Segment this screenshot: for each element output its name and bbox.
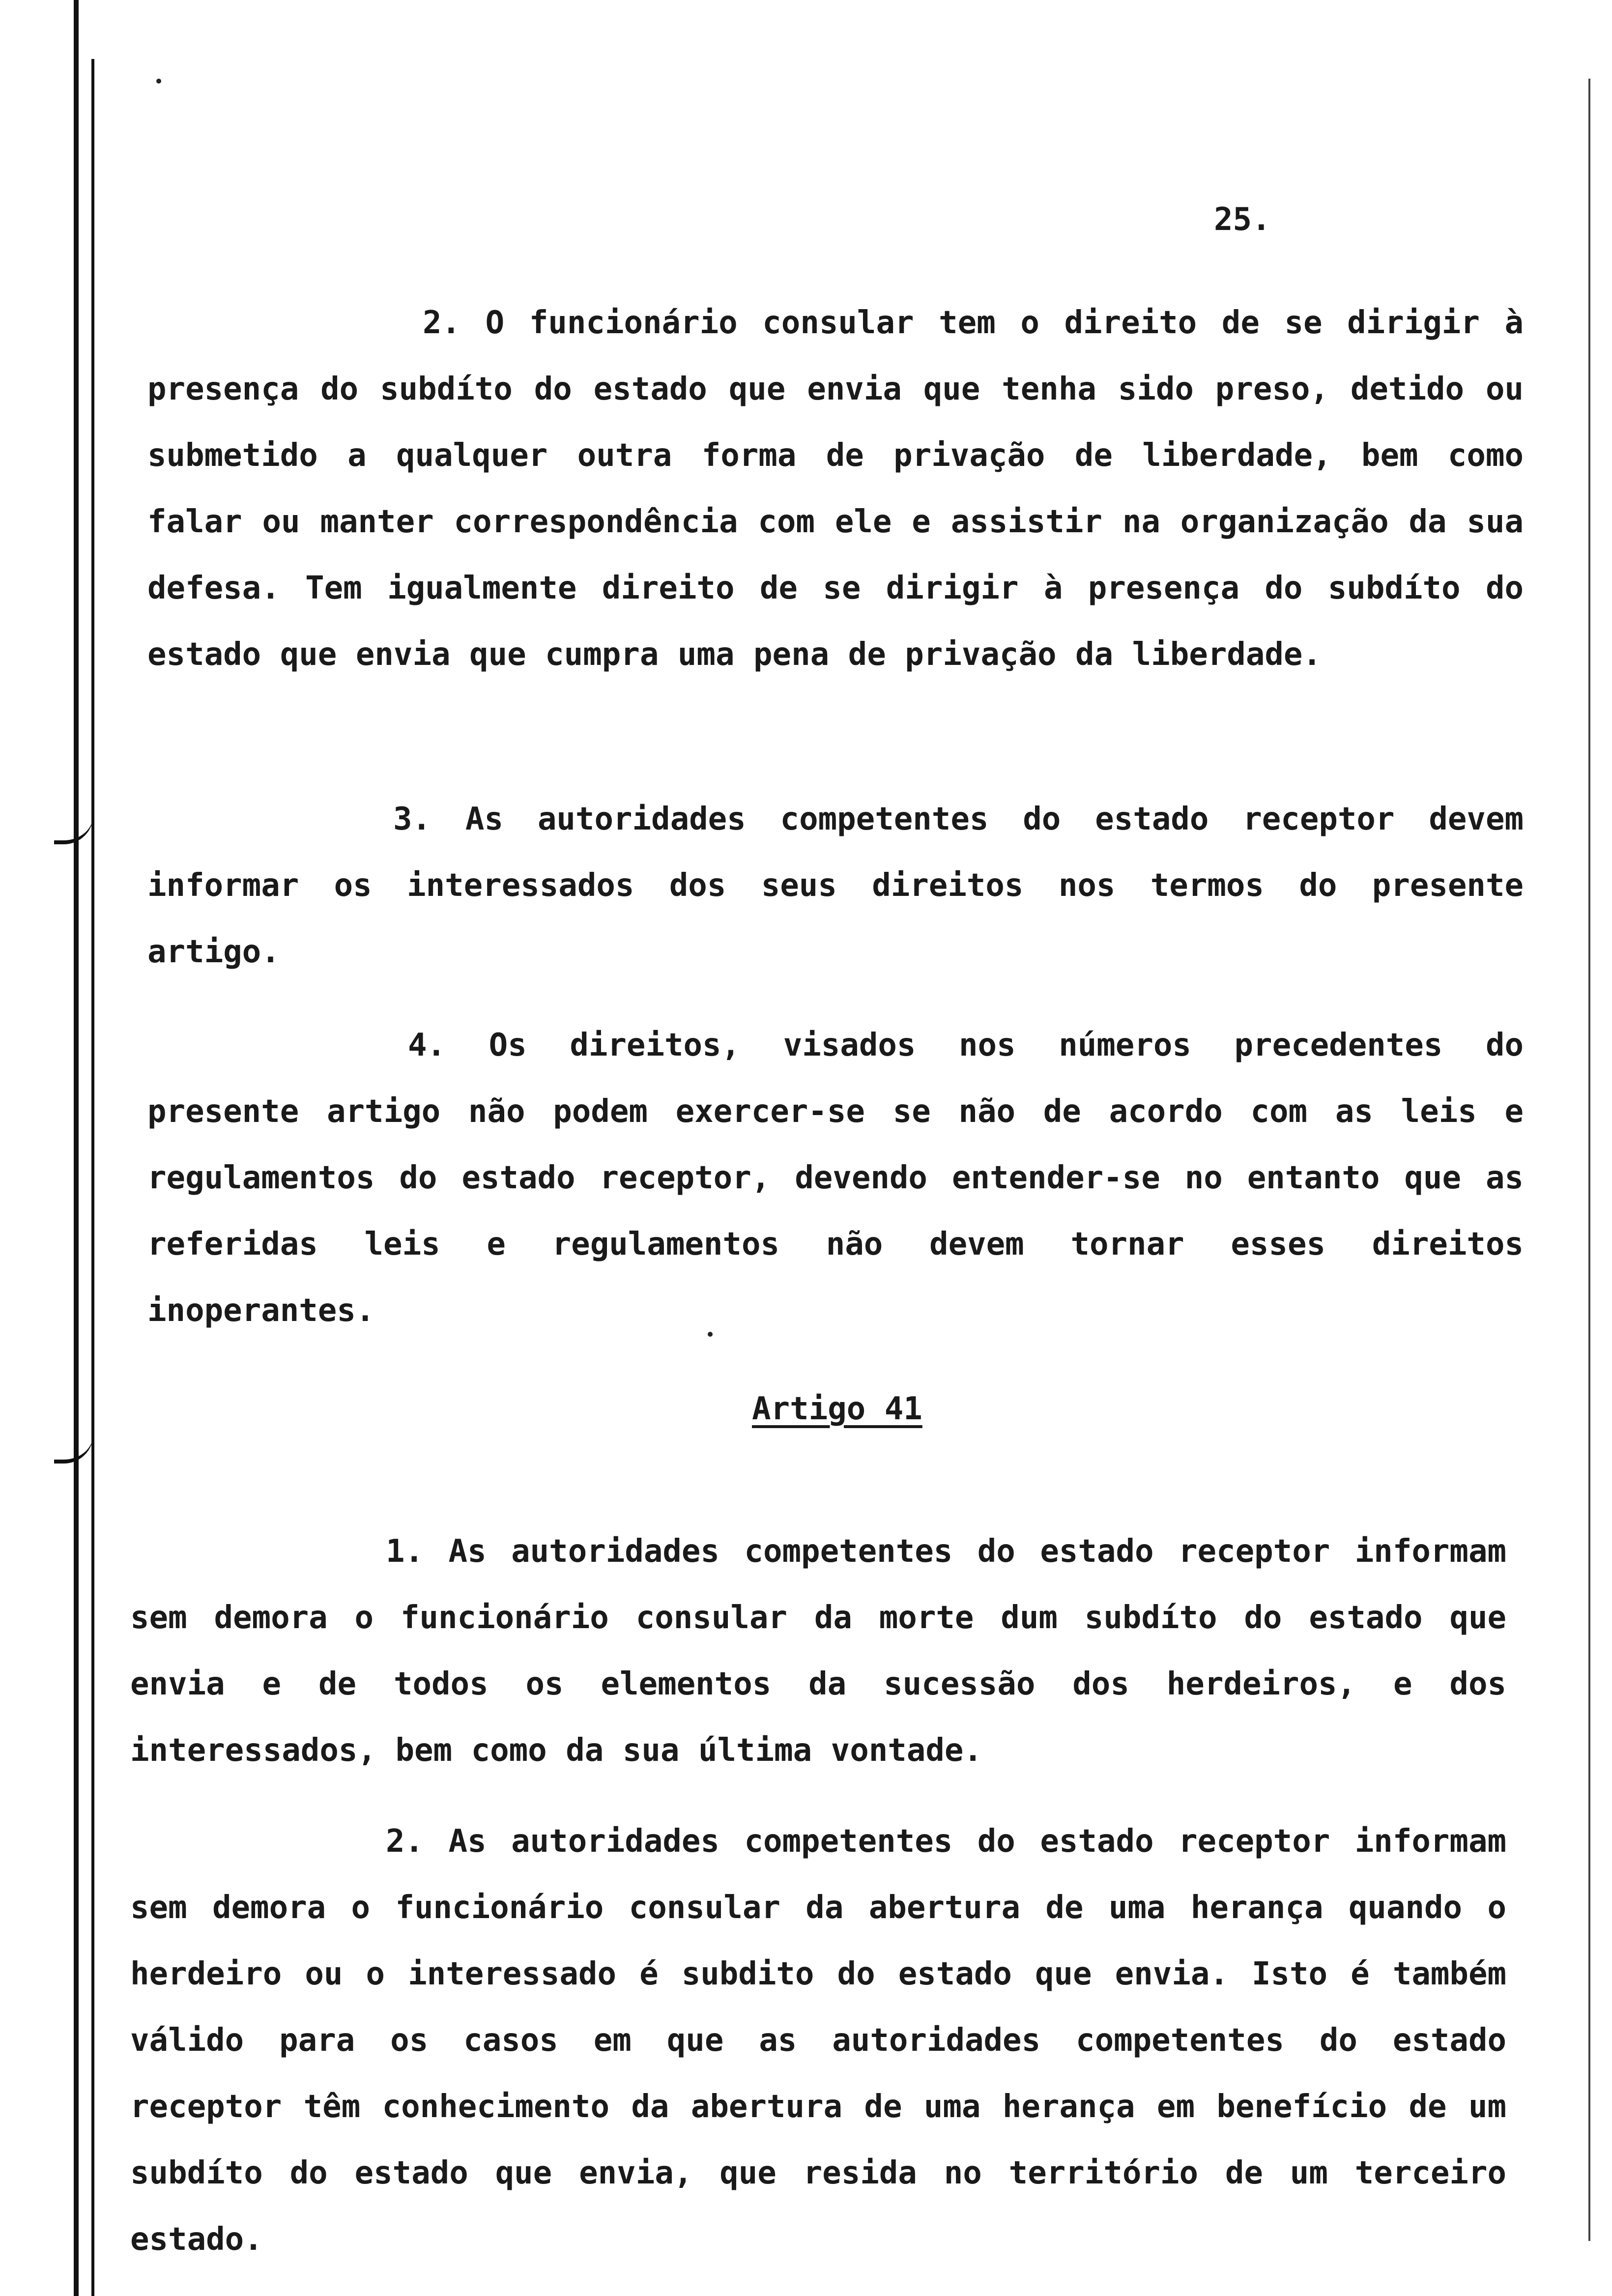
paragraph-2: 2. O funcionário consular tem o direito de se dirigir à presença do subdíto do estado que envia que tenha sido preso, detido ou submetido a qualquer outra forma de privação de liberdade, bem como falar ou manter correspondência com ele e assistir na organização da sua defesa. Tem igualmente direito de se dirigir à presença do subdíto do estado que envia que cumpra uma pena de privação da liberdade. bbox=[147, 305, 1524, 673]
binding-notch bbox=[54, 806, 93, 844]
binding-notch bbox=[54, 1425, 93, 1464]
article-41-paragraph-1: 1. As autoridades competentes do estado receptor informam sem demora o funcionário consular da morte dum subdíto do estado que envia e de todos os elementos da sucessão dos herdeiros, e dos interessados, bem como da sua última vontade. bbox=[130, 1533, 1506, 1769]
binding-rule-inner bbox=[91, 59, 94, 2296]
page-number: 25. bbox=[1214, 201, 1271, 238]
paragraph-3: 3. As autoridades competentes do estado receptor devem informar os interessados dos seus direitos nos termos do presente artigo. bbox=[147, 801, 1524, 970]
binding-rule-left bbox=[74, 0, 79, 2296]
binding-rule-right bbox=[1588, 79, 1590, 2241]
paragraph-4: 4. Os direitos, visados nos números precedentes do presente artigo não podem exercer-se se não de acordo com as leis e regulamentos do estado receptor, devendo entender-se no entanto que as referidas leis e regulamentos não devem tornar esses direitos inoperantes. bbox=[147, 1027, 1524, 1329]
scan-speck bbox=[156, 79, 161, 84]
article-heading: Artigo 41 bbox=[752, 1391, 922, 1427]
article-41-paragraph-2: 2. As autoridades competentes do estado receptor informam sem demora o funcionário consular da abertura de uma herança quando o herdeiro ou o interessado é subdito do estado que envia. Isto é também válido para os casos em que as autoridades competentes do estado receptor têm conhecimento da abertura de uma herança em benefício de um subdíto do estado que envia, que resida no território de um terceiro estado. bbox=[130, 1823, 1506, 2258]
